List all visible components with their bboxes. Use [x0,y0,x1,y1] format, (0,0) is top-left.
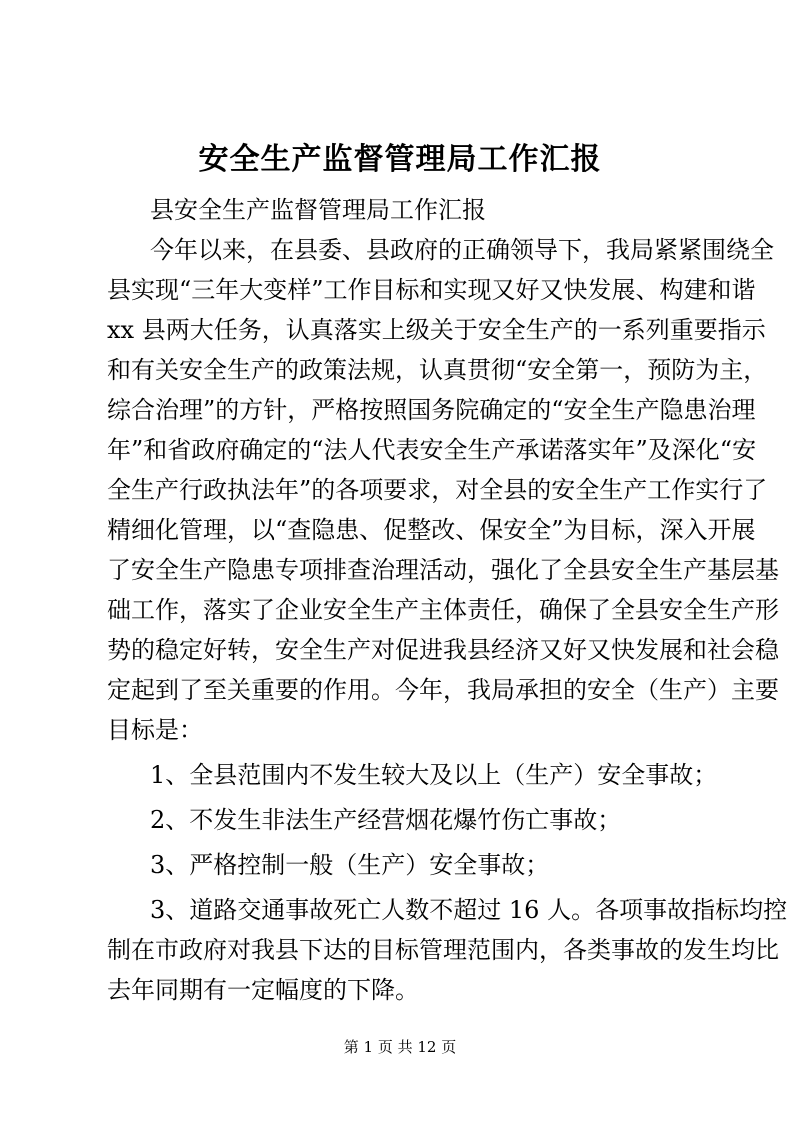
paragraph-line: 精细化管理，以“查隐患、促整改、保安全”为目标，深入开展 [107,516,756,544]
page-number: 第 1 页 共 12 页 [343,1038,457,1056]
paragraph-line: 势的稳定好转，安全生产对促进我县经济又好又快发展和社会稳 [107,636,779,664]
list-item: 3、严格控制一般（生产）安全事故； [150,851,550,879]
paragraph-line: 定起到了至关重要的作用。今年，我局承担的安全（生产）主要 [107,676,779,704]
paragraph-line: 础工作，落实了企业安全生产主体责任，确保了全县安全生产形 [107,596,779,624]
paragraph-line: 综合治理”的方针，严格按照国务院确定的“安全生产隐患治理 [107,396,756,424]
paragraph-line: 目标是： [107,716,203,744]
paragraph-line: 年”和省政府确定的“法人代表安全生产承诺落实年”及深化“安 [107,436,757,464]
paragraph-line: 和有关安全生产的政策法规，认真贯彻“安全第一，预防为主， [107,356,768,384]
subtitle-line: 县安全生产监督管理局工作汇报 [150,196,486,224]
paragraph-line: xx 县两大任务，认真落实上级关于安全生产的一系列重要指示 [107,316,766,344]
paragraph-line: 今年以来，在县委、县政府的正确领导下，我局紧紧围绕全 [150,236,774,264]
paragraph-line: 全生产行政执法年”的各项要求，对全县的安全生产工作实行了 [107,476,768,504]
document-title: 安全生产监督管理局工作汇报 [198,142,602,177]
list-item: 3、道路交通事故死亡人数不超过 16 人。各项事故指标均控 [150,896,788,924]
paragraph-line: 制在市政府对我县下达的目标管理范围内，各类事故的发生均比 [107,936,779,964]
paragraph-line: 县实现“三年大变样”工作目标和实现又好又快发展、构建和谐 [107,276,756,304]
paragraph-line: 了安全生产隐患专项排查治理活动，强化了全县安全生产基层基 [107,556,779,584]
list-item: 1、全县范围内不发生较大及以上（生产）安全事故； [150,761,718,789]
list-item: 2、不发生非法生产经营烟花爆竹伤亡事故； [150,806,622,834]
paragraph-line: 去年同期有一定幅度的下降。 [107,976,419,1004]
